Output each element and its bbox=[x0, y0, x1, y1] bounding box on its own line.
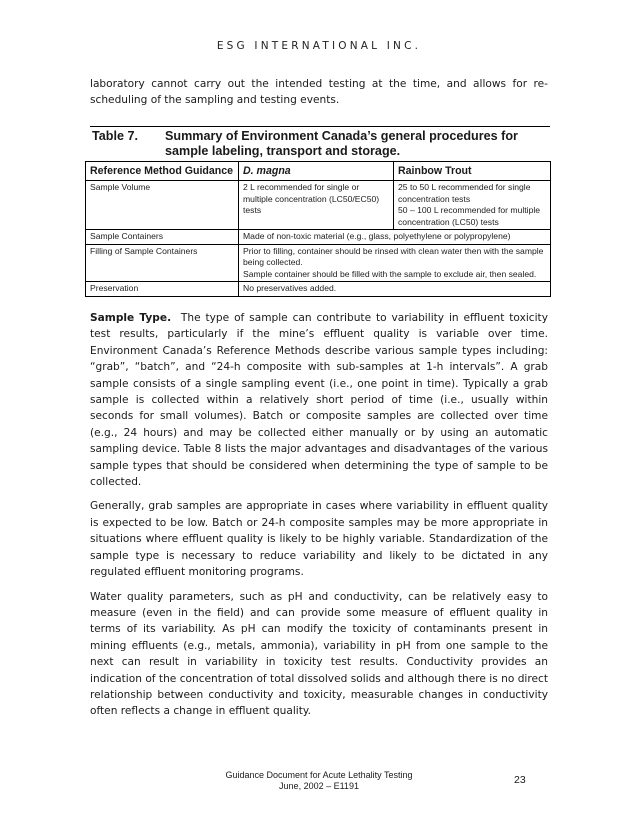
col-header-dmagna: D. magna bbox=[239, 162, 394, 181]
table-header-row bbox=[86, 162, 551, 181]
cell-shared-line: Sample container should be filled with the sample to exclude air, then sealed. bbox=[243, 268, 537, 279]
paragraph-lead: Sample Type. bbox=[90, 312, 172, 324]
page-footer bbox=[0, 770, 638, 792]
footer-date: June, 2002 – E1191 bbox=[279, 781, 359, 791]
col-header-reference: Reference Method Guidance bbox=[86, 162, 239, 181]
footer-title: Guidance Document for Acute Lethality Testing bbox=[225, 770, 413, 780]
cell-trout-line: 50 – 100 L recommended for multiple concentration (LC50) tests bbox=[398, 205, 541, 227]
procedures-table bbox=[85, 161, 551, 297]
table-number: Table 7. bbox=[92, 129, 138, 143]
row-label: Sample Containers bbox=[86, 230, 239, 245]
col-header-trout: Rainbow Trout bbox=[394, 162, 551, 181]
cell-shared bbox=[239, 244, 551, 282]
running-header: ESG INTERNATIONAL INC. bbox=[216, 40, 422, 52]
table-title bbox=[90, 126, 550, 159]
table-row bbox=[86, 230, 551, 245]
cell-trout bbox=[394, 181, 551, 230]
row-label: Preservation bbox=[86, 282, 239, 297]
cell-trout-line: 25 to 50 L recommended for single concentration tests bbox=[398, 182, 531, 204]
body-text bbox=[90, 310, 548, 728]
paragraph: Water quality parameters, such as pH and conductivity, can be relatively easy to measure (even in the field) and can provide some measure of effluent quality in terms of its variability. As pH can modify the toxicity of contaminants present in mining effluents (e.g., metals, ammonia), variability in pH from one sample to the next can result in variability in toxicity test results. Conductivity provides an indication of the concentration of total dissolved solids and although there is no direct relationship between conductivity and toxicity, measurable changes in conductivity often reflects a change in effluent quality. bbox=[90, 590, 548, 718]
table-caption: Summary of Environment Canada’s general procedures for sample labeling, transport and storage. bbox=[165, 129, 518, 158]
paragraph-text: The type of sample can contribute to variability in effluent toxicity test results, particularly if the mine’s effluent quality is variable over time. Environment Canada’s Reference Methods describe various sample types including: “grab”, “batch”, and “24-h composite with sub-samples at 1-h intervals”. A grab sample consists of a single sampling event (i.e., one point in time). Typically a grab sample is collected within a relatively short period of time (i.e., usually within seconds for small volumes). Batch or composite samples are collected over time (e.g., 24 hours) and may be collected either manually or by using an automatic sampling device. Table 8 lists the major advantages and disadvantages of the various sample types that should be considered when determining the type of sample to be collected. bbox=[90, 312, 548, 489]
paragraph: Generally, grab samples are appropriate in cases where variability in effluent quality is expected to be low. Batch or 24-h composite samples may be more appropriate in situations where effluent quality is likely to be highly variable. Standardization of the sample type is necessary to reduce variability and likely to be dictated in any regulated effluent monitoring programs. bbox=[90, 500, 548, 579]
table-row bbox=[86, 181, 551, 230]
paragraph-sample-type bbox=[90, 310, 548, 490]
table-row bbox=[86, 282, 551, 297]
row-label: Sample Volume bbox=[86, 181, 239, 230]
row-label: Filling of Sample Containers bbox=[86, 244, 239, 282]
intro-paragraph: laboratory cannot carry out the intended testing at the time, and allows for re-scheduling of the sampling and testing events. bbox=[90, 78, 548, 106]
cell-shared: Made of non-toxic material (e.g., glass, polyethylene or polypropylene) bbox=[239, 230, 551, 245]
page-number: 23 bbox=[514, 774, 526, 786]
cell-shared-line: Prior to filling, container should be rinsed with clean water then with the sample being collected. bbox=[243, 245, 544, 267]
cell-dmagna: 2 L recommended for single or multiple concentration (LC50/EC50) tests bbox=[239, 181, 394, 230]
table-row bbox=[86, 244, 551, 282]
cell-shared: No preservatives added. bbox=[239, 282, 551, 297]
